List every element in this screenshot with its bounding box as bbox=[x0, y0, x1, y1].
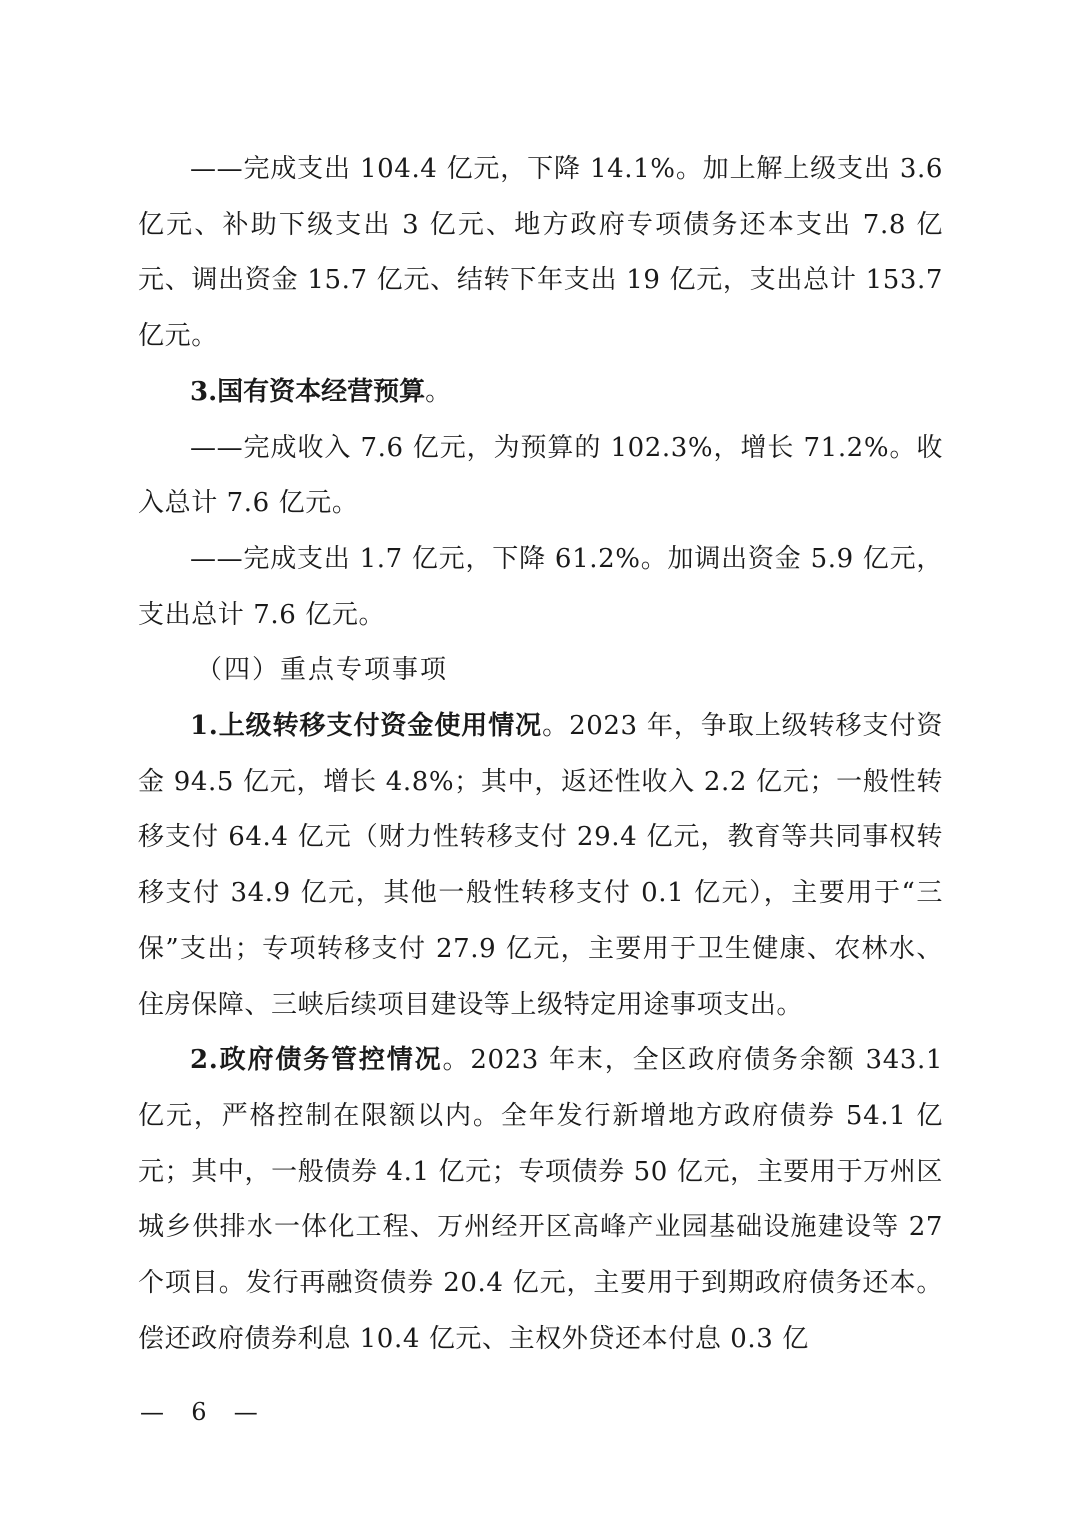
heading-state-capital-budget bbox=[138, 365, 943, 421]
paragraph-capital-revenue: ——完成收入 7.6 亿元，为预算的 102.3%，增长 71.2%。收入总计 7.6 亿元。 bbox=[138, 432, 943, 519]
paragraph-transfer-payments bbox=[138, 699, 943, 1033]
paragraph-expenditure-summary: ——完成支出 104.4 亿元，下降 14.1%。加上解上级支出 3.6 亿元、补助下级支出 3 亿元、地方政府专项债务还本支出 7.8 亿元、调出资金 15.7 亿元、结转下年支出 19 亿元，支出总计 153.7 亿元。 bbox=[138, 154, 943, 352]
transfer-payments-title: 1.上级转移支付资金使用情况 bbox=[190, 711, 543, 742]
section-heading-key-items: （四）重点专项事项 bbox=[196, 655, 449, 686]
page-number: — 6 — bbox=[140, 1398, 262, 1426]
debt-control-text: 。2023 年末，全区政府债务余额 343.1 亿元，严格控制在限额以内。全年发行新增地方政府债券 54.1 亿元；其中，一般债券 4.1 亿元；专项债券 50 亿元，主要用于万州区城乡供排水一体化工程、万州经开区高峰产业园基础设施建设等 27 个项目。发行再融资债券 20.4 亿元，主要用于到期政府债务还本。偿还政府债券利息 10.4 亿元、主权外贷还本付息 0.3 亿 bbox=[138, 1045, 943, 1354]
page-body bbox=[138, 142, 943, 1367]
heading-state-capital-budget-label: 3.国有资本经营预算 bbox=[190, 376, 426, 407]
transfer-payments-text: 。2023 年，争取上级转移支付资金 94.5 亿元，增长 4.8%；其中，返还性收入 2.2 亿元；一般性转移支付 64.4 亿元（财力性转移支付 29.4 亿元，教育等共同事权转移支付 34.9 亿元，其他一般性转移支付 0.1 亿元），主要用于“三保”支出；专项转移支付 27.9 亿元，主要用于卫生健康、农林水、住房保障、三峡后续项目建设等上级特定用途事项支出。 bbox=[138, 711, 944, 1020]
paragraph-debt-control bbox=[138, 1033, 943, 1367]
paragraph-capital-expenditure: ——完成支出 1.7 亿元，下降 61.2%。加调出资金 5.9 亿元，支出总计 7.6 亿元。 bbox=[138, 543, 943, 630]
debt-control-title: 2.政府债务管控情况 bbox=[190, 1045, 443, 1076]
heading-state-capital-budget-tail: 。 bbox=[425, 376, 452, 407]
